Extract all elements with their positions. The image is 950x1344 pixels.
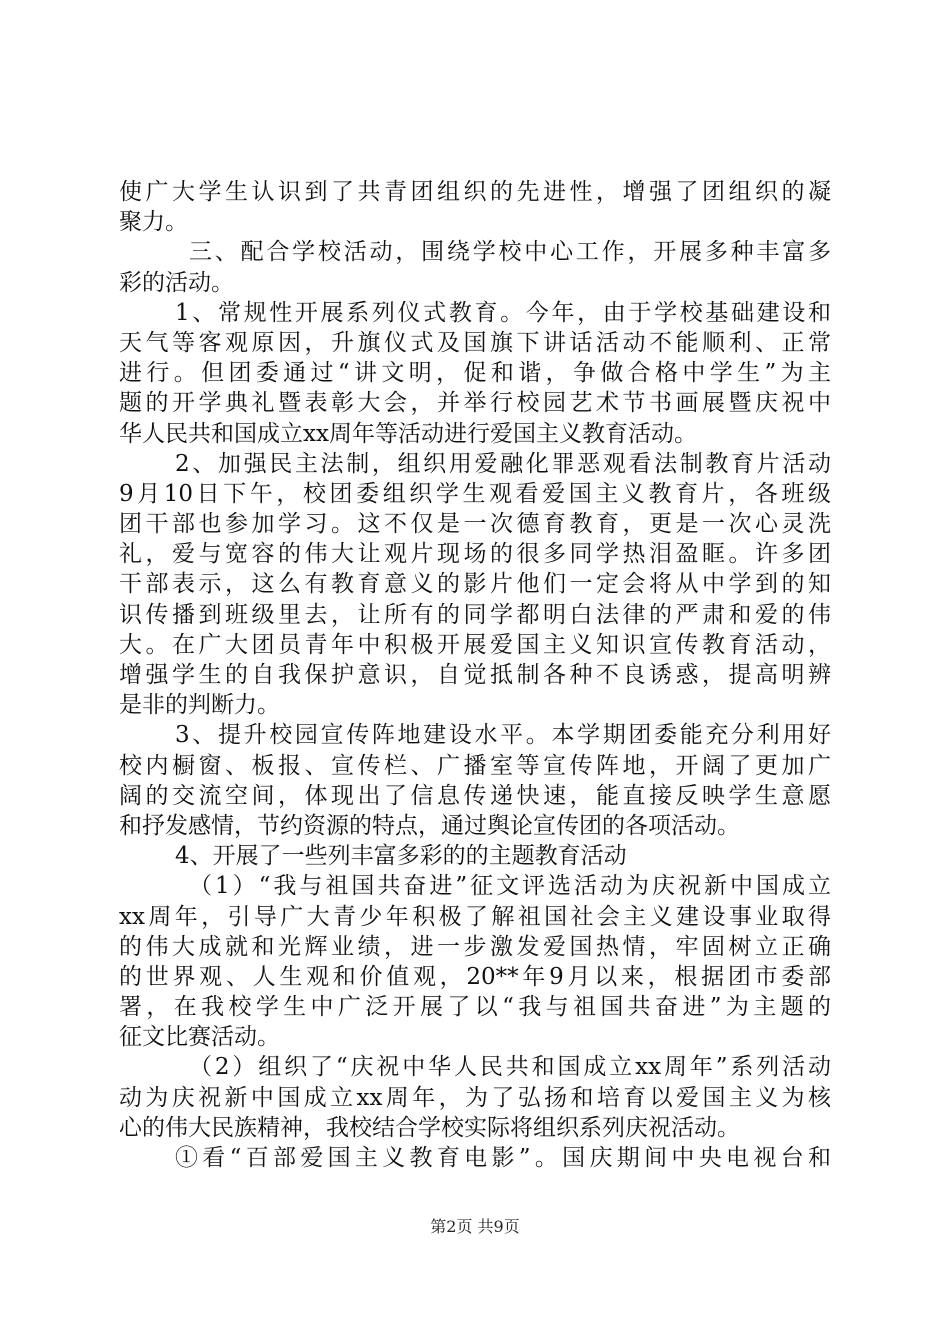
text-line: 9月10日下午，校团委组织学生观看爱国主义教育片，各班级 xyxy=(119,480,831,507)
text-line: （2）组织了“庆祝中华人民共和国成立xx周年”系列活动 xyxy=(189,1054,831,1081)
document-body xyxy=(119,177,831,1173)
text-line: （1）“我与祖国共奋进”征文评选活动为庆祝新中国成立 xyxy=(189,873,831,900)
text-line: 进行。但团委通过“讲文明，促和谐，争做合格中学生”为主 xyxy=(119,360,831,387)
text-line: 的世界观、人生观和价值观，20**年9月以来，根据团市委部 xyxy=(119,963,831,990)
text-line: 征文比赛活动。 xyxy=(119,1024,280,1051)
text-line: 4、开展了一些列丰富多彩的的主题教育活动 xyxy=(175,843,627,870)
text-line: 动为庆祝新中国成立xx周年，为了弘扬和培育以爱国主义为核 xyxy=(119,1084,831,1111)
text-line: 聚力。 xyxy=(119,209,188,236)
text-line: 天气等客观原因，升旗仪式及国旗下讲话活动不能顺利、正常 xyxy=(119,329,831,356)
text-line: 校内橱窗、板报、宣传栏、广播室等宣传阵地，开阔了更加广 xyxy=(119,752,831,779)
text-line: 心的伟大民族精神，我校结合学校实际将组织系列庆祝活动。 xyxy=(119,1114,740,1141)
text-line: 使广大学生认识到了共青团组织的先进性，增强了团组织的凝 xyxy=(119,179,831,205)
text-line: 彩的活动。 xyxy=(119,269,234,296)
text-line: 增强学生的自我保护意识，自觉抵制各种不良诱惑，提高明辨 xyxy=(119,662,831,688)
text-line: 题的开学典礼暨表彰大会，并举行校园艺术节书画展暨庆祝中 xyxy=(119,390,831,417)
text-line: 1、常规性开展系列仪式教育。今年，由于学校基础建设和 xyxy=(175,299,831,326)
text-line: 和抒发感情，节约资源的特点，通过舆论宣传团的各项活动。 xyxy=(119,812,740,839)
text-line: 3、提升校园宣传阵地建设水平。本学期团委能充分利用好 xyxy=(175,722,831,749)
text-line: xx周年，引导广大青少年积极了解祖国社会主义建设事业取得 xyxy=(119,903,831,930)
page-number-footer: 第2页 共9页 xyxy=(430,1217,520,1236)
text-line: 华人民共和国成立xx周年等活动进行爱国主义教育活动。 xyxy=(119,420,697,447)
text-line: 礼，爱与宽容的伟大让观片现场的很多同学热泪盈眶。许多团 xyxy=(119,541,831,568)
text-line: 的伟大成就和光辉业绩，进一步激发爱国热情，牢固树立正确 xyxy=(119,933,831,960)
text-line: 团干部也参加学习。这不仅是一次德育教育，更是一次心灵洗 xyxy=(119,511,831,538)
text-line: 干部表示，这么有教育意义的影片他们一定会将从中学到的知 xyxy=(119,571,831,598)
text-line: 阔的交流空间，体现出了信息传递快速，能直接反映学生意愿 xyxy=(119,782,831,809)
section-heading-line: 三、配合学校活动，围绕学校中心工作，开展多种丰富多 xyxy=(189,239,831,266)
text-line: ①看“百部爱国主义教育电影”。国庆期间中央电视台和 xyxy=(175,1145,831,1171)
text-line: 识传播到班级里去，让所有的同学都明白法律的严肃和爱的伟 xyxy=(119,601,831,628)
text-line: 2、加强民主法制，组织用爱融化罪恶观看法制教育片活动 xyxy=(175,450,831,477)
text-line: 署，在我校学生中广泛开展了以“我与祖国共奋进”为主题的 xyxy=(119,994,831,1021)
text-line: 大。在广大团员青年中积极开展爱国主义知识宣传教育活动， xyxy=(119,631,831,658)
text-line: 是非的判断力。 xyxy=(119,692,280,719)
